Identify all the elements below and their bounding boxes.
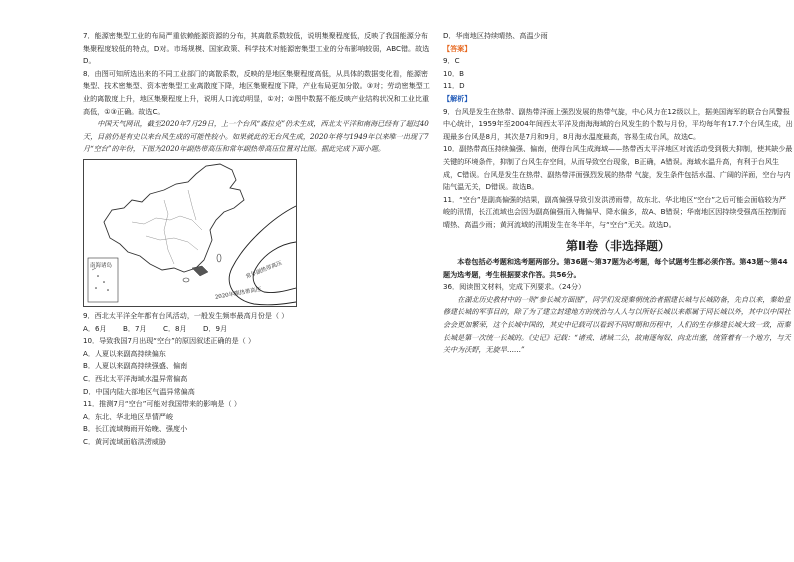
q9-option-d: D．9月 <box>203 323 228 333</box>
right-column <box>443 30 793 357</box>
q9-option-c: C．8月 <box>163 323 187 333</box>
explanation-11: 11．“空台”是副高偏强的结果，副高偏强导致引发洪涝雨带，故东北、华北地区“空台”之后可能会面临较为严峻的汛情，长江流域也会因为副高偏强而入梅偏早、降水偏多，故A、B错误；华南地区因持续受强高压控制而晴热、高温少雨；黄河流域的汛期发生在冬半年，与“空台”无关。故选D。 <box>443 194 787 229</box>
explanation-9: 9．台风是发生在热带、副热带洋面上强烈发展的热带气旋，中心风力在12级以上，据美国海军的联合台风警报中心统计，1959年至2004年间西太平洋及南海海域的台风发生的个数与月份，平均每年有17.7个台风生成，出现最多台风是8月，其次是7月和9月，8月海水温度最高，容易生成台风，故选C。 <box>443 106 793 141</box>
answer-heading: 【答案】 <box>443 43 472 53</box>
guangdong-marker <box>192 266 208 276</box>
normal-high-label: 常年副热带高压 <box>245 260 284 281</box>
question-10: 10．导致我国7月出现“空台”的原因叙述正确的是（ ） <box>83 336 256 346</box>
q11-option-d: D．华南地区持续晴热、高温少雨 <box>443 31 548 40</box>
q9-options <box>83 323 433 336</box>
analysis-para-7: 7．能源密集型工业的布局严重依赖能源资源的分布，其离散系数较低，说明集聚程度低，反映了我国能源分布集聚程度较低的特点，D对。市场规模、国家政策、科学技术对能源密集型工业的分布影响较弱，ABC错。故选D。 <box>83 31 430 66</box>
china-outline <box>104 164 244 272</box>
q10-option-b: B．人夏以来副高持续强盛、偏南 <box>83 361 188 371</box>
q9-option-b: B．7月 <box>123 323 147 333</box>
q10-option-a: A．人夏以来副高持续偏东 <box>83 348 166 358</box>
section-title: 第Ⅱ卷（非选择题） <box>566 238 670 253</box>
q10-option-c: C．西北太平洋海域水温异常偏高 <box>83 373 188 383</box>
answer-10: 10．B <box>443 68 464 78</box>
answer-11: 11．D <box>443 81 465 91</box>
section-instructions: 本卷包括必考题和选考题两部分。第36题～第37题为必考题，每个试题考生都必须作答。第43题～第44题为选考题，考生根据要求作答。共56分。 <box>443 257 788 279</box>
question-9: 9．西北太平洋全年都有台风活动，一般发生频率最高月份是（ ） <box>83 310 289 320</box>
q11-option-a: A．东北、华北地区旱情严峻 <box>83 411 173 421</box>
answer-9: 9．C <box>443 56 460 66</box>
question-11: 11．推测7月“空台”可能对我国带来的影响是（ ） <box>83 399 241 409</box>
reading-passage: 中国天气网讯，截至2020年7月29日，上一个台风“森拉克”仍未生成，西北太平洋和南海已经有了超过40天，目前仍是有史以来台风生成的可能性较小。如果就此的无台风生成，2020年将与1949年以来唯一出现了7月“空台”的年份，下图为2020年副热带高压和常年副热带高压位置对比图。据此完成下面小题。 <box>83 119 429 154</box>
left-column <box>83 30 433 448</box>
explanation-10: 10．副热带高压持续偏强、偏南，使得台风生成海域——热带西太平洋地区对流活动受到极大抑制，使其缺少最关键的环境条件，抑制了台风生存空间，从而导致空台现象，B正确，A错误。海域水温升高，有利于台风生成，C错误。台风是发生在热带、副热带洋面强烈发展的热带 气旋，发生条件包括水温、广阔的洋面，空台与内陆气温无关，D错误。故选B。 <box>443 144 793 192</box>
taiwan-island <box>217 254 221 262</box>
question-36-material: 在湖北历史教材中的一则“参长城方面图”，同学们发现秦朝统治者据建长城与长城防备，先自以来，秦始皇修建长城的军事目的，除了为了建立封建地方的统治与人人与以所好长城以来都属于同长城以外，其中以中国社会会更加繁荣，这个长城中国的，其史中记载可以看到不同时期和历程中，人们的生存修建长城大致一致，而秦长城是第一次统一长城的。《史记》记载：“诸戎、诸域二公，故南逐匈奴、向北出塞，统管着有一个地方，与天关中为沃野，无旋旱……” <box>443 294 791 355</box>
question-36: 36．阅读图文材料，完成下列要求。（24分） <box>443 282 586 292</box>
analysis-heading: 【解析】 <box>443 93 472 103</box>
china-map-svg <box>84 160 296 306</box>
q11-option-b: B．长江流域梅雨开始晚、强度小 <box>83 424 188 434</box>
nanhai-label: 南海诸岛 <box>90 262 113 269</box>
q10-option-d: D．中国内陆大部地区气温异常偏高 <box>83 386 195 396</box>
high-2020-label: 2020年副热带高压 <box>214 286 262 301</box>
analysis-para-8: 8．由图可知所选出来的不同工业部门的离散系数，反映的是地区集聚程度高低，从具体的数据变化看，能源密集型、技术密集型、资本密集型工业离散度下降，地区集聚程度下降，产业布局更加分散。③对；劳动密集型工业的离散度上升，地区集聚程度上升，说明人口流动明显，①对；②图中数据不能反映产业结构状况和工业比重高低，①③正确。故选C。 <box>83 68 430 116</box>
china-map-figure <box>83 159 297 307</box>
q9-option-a: A．6月 <box>83 323 107 333</box>
q11-option-c: C．黄河流域面临洪涝威胁 <box>83 436 166 446</box>
hainan-island <box>183 278 189 282</box>
